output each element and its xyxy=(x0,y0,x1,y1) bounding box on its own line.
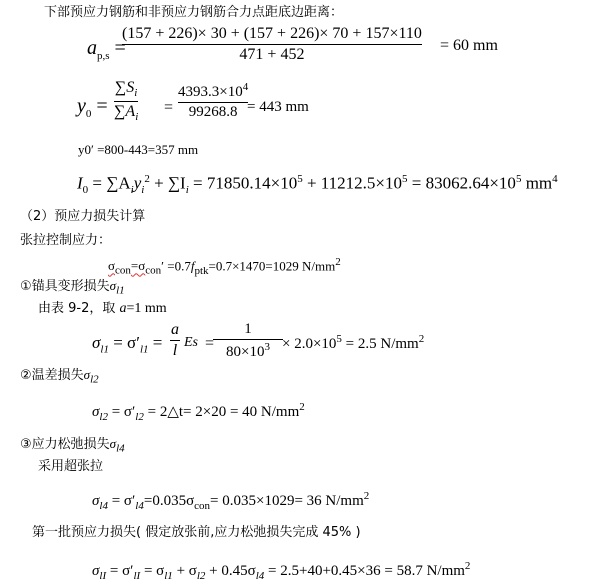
eq-y0-denominator: $\sum A_i$ xyxy=(114,103,139,124)
eq-aps-result: = 60 mm xyxy=(440,37,498,54)
first-batch-heading: 第一批预应力损失( 假定放张前,应力松弛损失完成 45% ) xyxy=(32,525,361,540)
eq-y0-fraction-2 xyxy=(178,82,248,120)
eq-aps-fraction xyxy=(122,26,422,63)
eq-l1-es: Es xyxy=(184,335,198,350)
eq-i0-symbol: I xyxy=(77,173,83,193)
eq-i0: $I_0 = \sum A_iy_i^2 + \sum I_i = 71850.14\times 10^5 + 11212.5\times 10^5 = 83062.64\times 10^5$ $mm^4$ xyxy=(77,173,558,197)
eq-aps-fraction-bar xyxy=(122,44,422,45)
eq-y0-symbol: y xyxy=(77,95,86,117)
sigma-con-1: $\sigma_{con}$ xyxy=(108,258,131,277)
eq-l1-fraction-b: 1 $80\times 10^3$ xyxy=(213,322,283,360)
eq-aps-symbol: a xyxy=(87,37,97,59)
eq-y0-fraction-bar xyxy=(114,101,138,102)
eq-y0-denominator-2: 99268.8 xyxy=(188,104,238,120)
item-3-description: 采用超张拉 xyxy=(38,459,104,474)
section-heading: 下部预应力钢筋和非预应力钢筋合力点距底边距离： xyxy=(44,5,344,20)
eq-aps-equals: = xyxy=(114,37,126,59)
eq-l1-fraction-a: a l xyxy=(171,321,179,359)
eq-y0-equals-2: = xyxy=(164,99,174,116)
eq-y0-fraction-1 xyxy=(114,80,138,123)
item-3-heading: ③应力松弛损失$\sigma_{l4}$ xyxy=(20,436,125,455)
eq-y0-lhs xyxy=(77,96,108,120)
eq-lI: $\sigma_{lI} = \sigma'_{lI} = \sigma_{l1} + \sigma_{l2} + 0.45\sigma_{l4} = 2.5+40+0.45\times 36 = 58.7$ $N/mm^2$ xyxy=(92,560,471,582)
sigma-con-2: $=\sigma_{con}$ xyxy=(130,258,162,277)
eq-l1-left: $\sigma_{l1} = \sigma'_{l1}$ = xyxy=(92,333,163,356)
eq-aps-subscript: p,s xyxy=(97,50,110,62)
eq-l1-result: × $2.0\times 10^5 = 2.5$ $N/mm^2$ xyxy=(282,333,425,352)
eq-l2: $\sigma_{l2} = \sigma'_{l2}$ = 2△t= 2×20 = 40 $N/mm^2$ xyxy=(92,401,305,423)
control-stress-equation: $\sigma_{con}=\sigma_{con}' =0.7f_{ptk}=0.7\times 1470=1029$ $N/mm^2$ xyxy=(108,256,341,277)
section-2-heading: （2）预应力损失计算 xyxy=(20,209,146,224)
eq-y0-result: = 443 mm xyxy=(247,99,309,115)
eq-y0-equals: = xyxy=(96,95,108,117)
eq-l1-equals: = xyxy=(205,335,215,352)
eq-aps-denominator: 471 + 452 xyxy=(239,46,305,63)
eq-y0-prime: y0′ =800-443=357 mm xyxy=(78,142,199,157)
eq-y0-numerator: $\sum S_i$ xyxy=(114,79,138,100)
eq-aps-lhs xyxy=(87,38,126,62)
eq-aps-numerator: (157 + 226)× 30 + (157 + 226)× 70 + 157×110 xyxy=(122,25,422,42)
eq-y0-fraction-bar-2 xyxy=(178,102,248,103)
eq-y0-numerator-2: $4393.3\times 10^4$ xyxy=(178,81,249,100)
eq-l4: $\sigma_{l4} = \sigma'_{l4}=0.035\sigma_{con}= 0.035\times 1029= 36$ $N/mm^2$ xyxy=(92,490,370,512)
eq-y0-subscript: 0 xyxy=(85,108,92,120)
item-1-heading: ①锚具变形损失$\sigma_{l1}$ xyxy=(20,278,125,297)
item-1-description: 由表 9-2，取 a=1 mm xyxy=(38,301,167,316)
item-2-heading: ②温差损失$\sigma_{l2}$ xyxy=(20,367,99,386)
control-stress-label: 张拉控制应力： xyxy=(20,233,112,248)
